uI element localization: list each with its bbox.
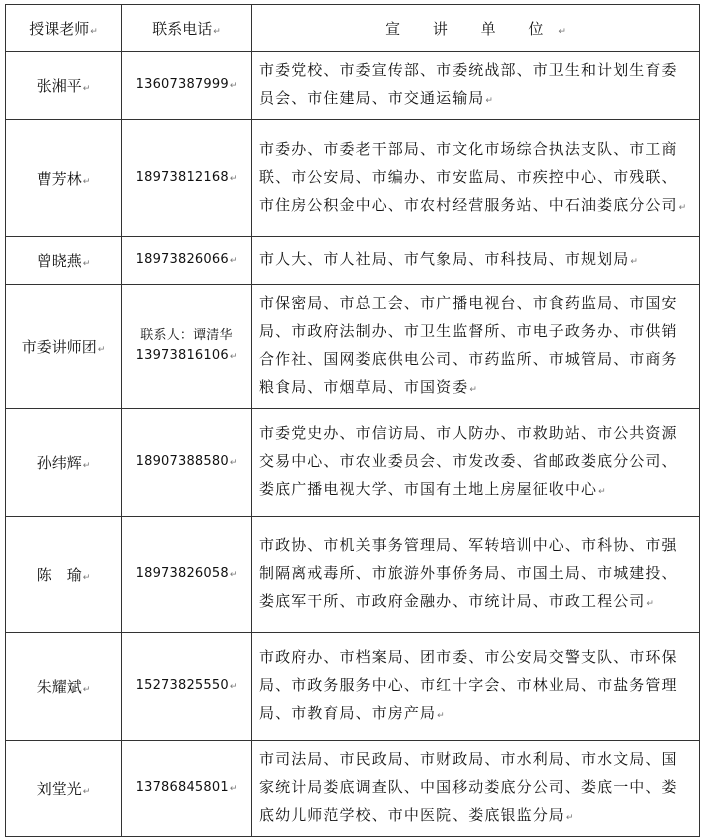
units-cell: 市政府办、市档案局、团市委、市公安局交警支队、市环保局、市政务服务中心、市红十字会、市林业局、市盐务管理局、市教育局、市房产局↵ <box>252 633 700 741</box>
table-row <box>6 517 700 633</box>
table-row <box>6 120 700 237</box>
table-row <box>6 52 700 120</box>
phone-cell: 18973812168↵ <box>122 120 252 237</box>
teacher-cell: 曹芳林↵ <box>6 120 122 237</box>
teacher-cell: 孙纬辉↵ <box>6 409 122 517</box>
phone-cell: 13786845801↵ <box>122 741 252 837</box>
units-cell: 市委党校、市委宣传部、市委统战部、市卫生和计划生育委员会、市住建局、市交通运输局↵ <box>252 52 700 120</box>
phone-cell: 联系人：谭清华 13973816106↵ <box>122 285 252 409</box>
phone-cell: 13607387999↵ <box>122 52 252 120</box>
header-phone: 联系电话↵ <box>122 5 252 52</box>
header-row <box>6 5 700 52</box>
lecturer-assignment-table <box>5 4 700 837</box>
phone-cell: 18973826058↵ <box>122 517 252 633</box>
teacher-cell: 陈 瑜↵ <box>6 517 122 633</box>
teacher-cell: 曾晓燕↵ <box>6 237 122 285</box>
teacher-cell: 朱耀斌↵ <box>6 633 122 741</box>
table-row <box>6 409 700 517</box>
units-cell: 市委党史办、市信访局、市人防办、市救助站、市公共资源交易中心、市农业委员会、市发改委、省邮政娄底分公司、娄底广播电视大学、市国有土地上房屋征收中心↵ <box>252 409 700 517</box>
units-cell: 市人大、市人社局、市气象局、市科技局、市规划局↵ <box>252 237 700 285</box>
phone-cell: 18973826066↵ <box>122 237 252 285</box>
phone-contact-label: 联系人：谭清华 <box>140 328 233 343</box>
teacher-cell: 刘堂光↵ <box>6 741 122 837</box>
units-cell: 市司法局、市民政局、市财政局、市水利局、市水文局、国家统计局娄底调查队、中国移动娄底分公司、娄底一中、娄底幼儿师范学校、市中医院、娄底银监分局↵ <box>252 741 700 837</box>
units-cell: 市委办、市委老干部局、市文化市场综合执法支队、市工商联、市公安局、市编办、市安监局、市疾控中心、市残联、市住房公积金中心、市农村经营服务站、中石油娄底分公司↵ <box>252 120 700 237</box>
phone-cell: 15273825550↵ <box>122 633 252 741</box>
teacher-cell: 张湘平↵ <box>6 52 122 120</box>
header-units: 宣 讲 单 位↵ <box>252 5 700 52</box>
table-row <box>6 633 700 741</box>
units-cell: 市保密局、市总工会、市广播电视台、市食药监局、市国安局、市政府法制办、市卫生监督所、市电子政务办、市供销合作社、国网娄底供电公司、市药监所、市城管局、市商务粮食局、市烟草局、市国资委↵ <box>252 285 700 409</box>
table-row <box>6 285 700 409</box>
phone-cell: 18907388580↵ <box>122 409 252 517</box>
header-teacher: 授课老师↵ <box>6 5 122 52</box>
table-row <box>6 237 700 285</box>
table-row <box>6 741 700 837</box>
teacher-cell: 市委讲师团↵ <box>6 285 122 409</box>
units-cell: 市政协、市机关事务管理局、军转培训中心、市科协、市强制隔离戒毒所、市旅游外事侨务局、市国土局、市城建投、娄底军干所、市政府金融办、市统计局、市政工程公司↵ <box>252 517 700 633</box>
